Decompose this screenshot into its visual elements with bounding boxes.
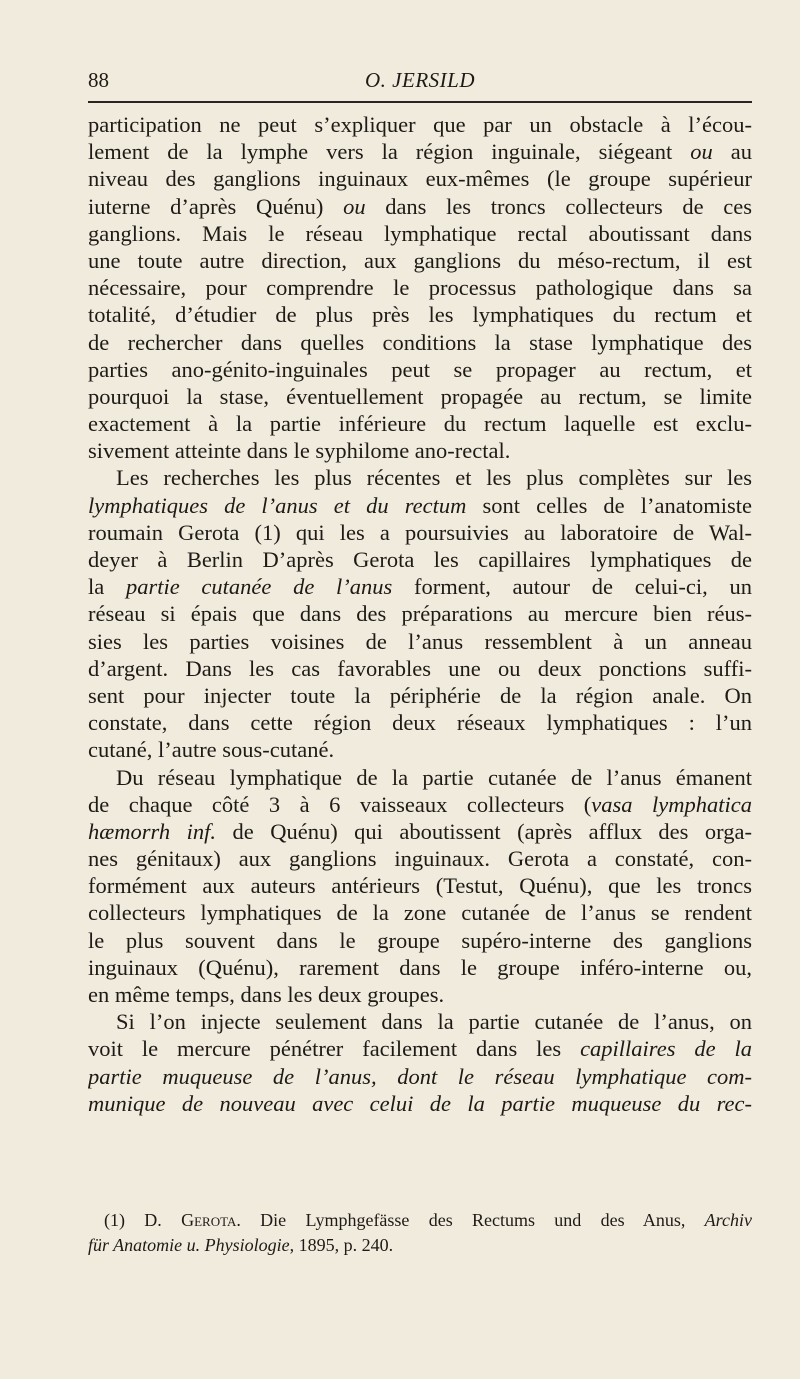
text-segment: deyer à Berlin D’après Gerota les capillaires lymphatiques de: [88, 547, 752, 572]
body-line: [88, 492, 752, 519]
body-line: [88, 165, 752, 192]
italic-text: munique de nouveau avec celui de la partie muqueuse du rec-: [88, 1090, 752, 1116]
page-header: [88, 64, 752, 94]
text-segment: cutané, l’autre sous-cutané.: [88, 737, 335, 763]
text-segment: Si l’on injecte seulement dans la partie cutanée de l’anus, on: [116, 1009, 752, 1035]
text-segment: totalité, d’étudier de plus près les lymphatiques du rectum et: [88, 302, 752, 328]
body-line: [88, 573, 752, 600]
text-segment: forment, autour de celui-ci, un: [392, 574, 752, 600]
body-text: [88, 111, 752, 1117]
body-line: [88, 872, 752, 899]
text-segment: constate, dans cette région deux réseaux lymphatiques : l’un: [88, 710, 752, 736]
body-line: [88, 981, 752, 1008]
body-line: [88, 1063, 752, 1090]
body-line: [88, 111, 752, 138]
body-line: [88, 546, 752, 573]
body-line: [88, 410, 752, 437]
smallcaps-text: Gerota: [181, 1210, 237, 1230]
text-segment: parties ano-génito-inguinales peut se propager au rectum, et: [88, 356, 752, 382]
italic-text: für Anatomie u. Physiologie: [88, 1235, 290, 1255]
body-line: [88, 193, 752, 220]
text-segment: . Die Lymphgefässe des Rectums und des Anus,: [236, 1210, 705, 1230]
text-segment: inguinaux (Quénu), rarement dans le groupe inféro-interne ou,: [88, 954, 752, 980]
body-line: [88, 927, 752, 954]
body-line: [88, 600, 752, 627]
footnote: [88, 1208, 752, 1258]
text-segment: niveau des ganglions inguinaux eux-mêmes (le groupe supérieur: [88, 166, 752, 192]
body-line: [88, 138, 752, 165]
page-number: 88: [88, 68, 109, 92]
text-segment: lement de la lymphe vers la région inguinale, siégeant: [88, 139, 691, 165]
italic-text: Archiv: [704, 1210, 752, 1230]
text-segment: réseau si épais que dans des préparations au mercure bien réus-: [88, 601, 752, 627]
body-line: [88, 356, 752, 383]
body-line: [88, 1035, 752, 1062]
body-line: [88, 791, 752, 818]
header-rule: [88, 101, 752, 103]
italic-text: partie cutanée de l’anus: [125, 574, 393, 600]
text-segment: exactement à la partie inférieure du rectum laquelle est exclu-: [88, 411, 752, 437]
text-segment: nes génitaux) aux ganglions inguinaux. Gerota a constaté, con-: [88, 846, 752, 872]
body-line: [88, 764, 752, 791]
body-line: [88, 709, 752, 736]
body-line: [88, 845, 752, 872]
text-segment: de rechercher dans quelles conditions la stase lymphatique des: [88, 329, 752, 355]
text-segment: (1) D.: [104, 1210, 182, 1230]
text-segment: en même temps, dans les deux groupes.: [88, 982, 445, 1007]
text-segment: Du réseau lymphatique de la partie cutanée de l’anus émanent: [116, 764, 752, 790]
footnote-line: [88, 1233, 752, 1258]
text-segment: , 1895, p. 240.: [289, 1235, 394, 1255]
text-segment: roumain Gerota (1) qui les a poursuivies au laboratoire de Wal-: [88, 519, 752, 545]
body-line: [88, 437, 752, 464]
italic-text: capillaires de la: [580, 1036, 752, 1062]
text-segment: voit le mercure pénétrer facilement dans les: [88, 1036, 581, 1062]
body-line: [88, 628, 752, 655]
text-segment: sivement atteinte dans le syphilome ano-rectal.: [88, 438, 511, 464]
text-segment: ganglions. Mais le réseau lymphatique rectal aboutissant dans: [88, 220, 752, 246]
text-segment: le plus souvent dans le groupe supéro-interne des ganglions: [88, 927, 752, 953]
body-line: [88, 682, 752, 709]
italic-text: hæmorrh inf.: [88, 818, 216, 844]
body-line: [88, 736, 752, 763]
text-segment: participation ne peut s’expliquer que par un obstacle à l’écou-: [88, 112, 752, 137]
text-segment: au: [712, 139, 752, 165]
text-segment: d’argent. Dans les cas favorables une ou deux ponctions suffi-: [88, 655, 752, 681]
body-line: [88, 464, 752, 491]
text-segment: sies les parties voisines de l’anus ressemblent à un anneau: [88, 628, 752, 654]
italic-text: lymphatiques de l’anus et du rectum: [88, 492, 467, 518]
italic-text: ou: [343, 193, 366, 219]
text-segment: Les recherches les plus récentes et les plus complètes sur les: [116, 465, 752, 491]
text-segment: de chaque côté 3 à 6 vaisseaux collecteurs (: [88, 791, 592, 817]
body-line: [88, 519, 752, 546]
text-segment: formément aux auteurs antérieurs (Testut, Quénu), que les troncs: [88, 873, 752, 899]
body-line: [88, 1008, 752, 1035]
italic-text: vasa lymphatica: [591, 791, 752, 817]
body-line: [88, 247, 752, 274]
body-line: [88, 655, 752, 682]
footnote-line: [88, 1208, 752, 1233]
body-line: [88, 383, 752, 410]
body-line: [88, 329, 752, 356]
text-segment: de Quénu) qui aboutissent (après afflux des orga-: [215, 818, 752, 844]
text-segment: dans les troncs collecteurs de ces: [365, 193, 752, 219]
italic-text: partie muqueuse de l’anus, dont le réseau lymphatique com-: [88, 1063, 752, 1089]
body-line: [88, 954, 752, 981]
text-segment: sont celles de l’anatomiste: [466, 492, 752, 518]
body-line: [88, 220, 752, 247]
text-segment: collecteurs lymphatiques de la zone cutanée de l’anus se rendent: [88, 900, 752, 926]
text-segment: iuterne d’après Quénu): [88, 193, 344, 219]
body-line: [88, 818, 752, 845]
text-segment: sent pour injecter toute la périphérie de la région anale. On: [88, 682, 752, 708]
body-line: [88, 899, 752, 926]
italic-text: ou: [690, 139, 713, 165]
text-segment: la: [88, 574, 126, 600]
text-segment: nécessaire, pour comprendre le processus pathologique dans sa: [88, 275, 752, 301]
text-segment: pourquoi la stase, éventuellement propagée au rectum, se limite: [88, 383, 752, 409]
body-line: [88, 274, 752, 301]
body-line: [88, 1090, 752, 1117]
text-segment: une toute autre direction, aux ganglions du méso-rectum, il est: [88, 247, 752, 273]
running-title: O. JERSILD: [365, 68, 475, 92]
body-line: [88, 301, 752, 328]
